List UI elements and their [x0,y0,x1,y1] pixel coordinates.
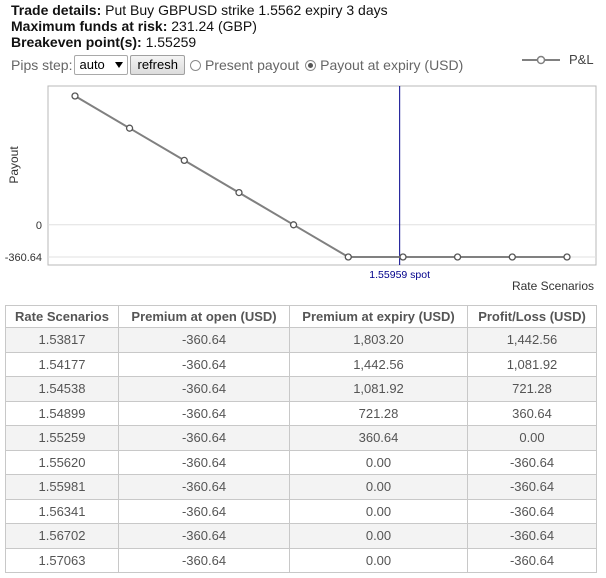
legend-line-marker-icon [521,54,561,66]
payout-at-expiry-radio[interactable] [305,60,316,71]
pips-step-select[interactable] [74,55,128,75]
table-cell: 721.28 [468,377,597,402]
table-cell: -360.64 [119,548,290,573]
table-row [6,352,597,377]
y-tick-label: 0 [35,219,42,232]
plot-area [48,86,596,265]
column-header: Rate Scenarios [6,306,119,328]
table-row [6,401,597,426]
table-cell: 1.56702 [6,524,119,549]
table-cell: -360.64 [468,475,597,500]
scenario-table [5,305,597,573]
breakeven-row [11,34,388,50]
table-cell: -360.64 [119,499,290,524]
table-cell: -360.64 [119,450,290,475]
table-cell: 1.55620 [6,450,119,475]
table-cell: -360.64 [119,401,290,426]
refresh-button[interactable]: refresh [130,55,184,75]
chart-legend [521,52,594,67]
present-payout-label[interactable]: Present payout [204,57,300,73]
table-body [6,328,597,573]
table-cell: 1,803.20 [290,328,468,353]
table-cell: 1.56341 [6,499,119,524]
table-row [6,475,597,500]
table-cell: 0.00 [290,499,468,524]
table-row [6,377,597,402]
table-cell: 0.00 [290,548,468,573]
table-row [6,426,597,451]
table-row [6,450,597,475]
trade-label: Trade details: [11,2,102,18]
table-cell: 1.55259 [6,426,119,451]
table-row [6,328,597,353]
trade-details [11,2,388,50]
pnl-data-point [400,254,406,260]
table-row [6,548,597,573]
legend-label: P&L [569,52,594,67]
table-cell: 1,442.56 [290,352,468,377]
table-row [6,499,597,524]
table-cell: -360.64 [119,377,290,402]
table-cell: 360.64 [468,401,597,426]
trade-row [11,2,388,18]
present-payout-radio[interactable] [190,60,201,71]
table-header-row [6,306,597,328]
pnl-data-point [181,157,187,163]
pnl-data-point [72,93,78,99]
table-cell: 721.28 [290,401,468,426]
table-row [6,524,597,549]
column-header: Profit/Loss (USD) [468,306,597,328]
table-cell: -360.64 [119,426,290,451]
table-cell: 1.55981 [6,475,119,500]
table-cell: -360.64 [119,524,290,549]
funds-row [11,18,388,34]
table-cell: -360.64 [468,524,597,549]
table-cell: -360.64 [119,328,290,353]
table-cell: -360.64 [119,352,290,377]
pnl-data-point [291,222,297,228]
y-axis-label: Payout [7,146,21,184]
table-cell: -360.64 [119,475,290,500]
funds-value: 231.24 (GBP) [171,18,257,34]
table-cell: 1.53817 [6,328,119,353]
breakeven-value: 1.55259 [145,34,197,50]
table-cell: -360.64 [468,499,597,524]
pips-step-label: Pips step: [11,57,73,73]
table-cell: 0.00 [468,426,597,451]
pnl-data-point [564,254,570,260]
table-cell: -360.64 [468,548,597,573]
y-tick-label: -360.64 [4,252,42,264]
table-cell: 1.57063 [6,548,119,573]
pnl-data-point [509,254,515,260]
chart-controls [11,53,469,77]
table-cell: 1.54899 [6,401,119,426]
table-cell: 0.00 [290,450,468,475]
table-cell: 1.54177 [6,352,119,377]
chevron-down-icon [115,62,123,68]
pnl-data-point [127,125,133,131]
column-header: Premium at open (USD) [119,306,290,328]
table-cell: 1,442.56 [468,328,597,353]
table-cell: 360.64 [290,426,468,451]
column-header: Premium at expiry (USD) [290,306,468,328]
payout-at-expiry-label[interactable]: Payout at expiry (USD) [320,57,464,73]
table-cell: 0.00 [290,475,468,500]
table-cell: 0.00 [290,524,468,549]
pnl-data-point [455,254,461,260]
x-axis-label: Rate Scenarios [511,279,594,293]
trade-value: Put Buy GBPUSD strike 1.5562 expiry 3 days [105,2,388,18]
pips-step-value: auto [79,57,105,72]
payout-chart [0,80,606,300]
table-cell: 1.54538 [6,377,119,402]
pnl-data-point [345,254,351,260]
funds-label: Maximum funds at risk: [11,18,168,34]
table-cell: -360.64 [468,450,597,475]
spot-label: 1.55959 spot [369,269,431,281]
breakeven-label: Breakeven point(s): [11,34,142,50]
pnl-data-point [236,190,242,196]
table-cell: 1,081.92 [468,352,597,377]
table-cell: 1,081.92 [290,377,468,402]
